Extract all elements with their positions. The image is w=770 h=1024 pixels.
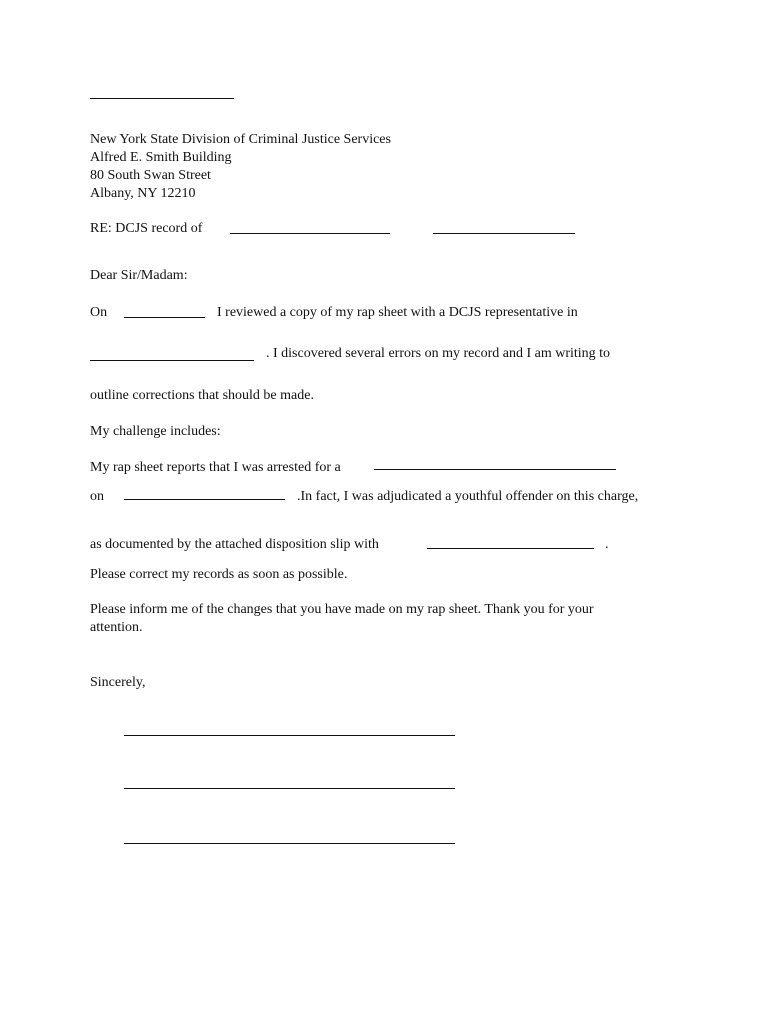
signature-blank-3[interactable] (124, 843, 455, 844)
corrections-text: outline corrections that should be made. (90, 388, 314, 403)
re-dob-blank[interactable] (433, 233, 575, 234)
challenge-text: My challenge includes: (90, 424, 221, 439)
re-name-blank[interactable] (230, 233, 390, 234)
arrest-on-label: on (90, 489, 104, 504)
on-label: On (90, 305, 108, 320)
closing: Sincerely, (90, 675, 146, 690)
documented-text: as documented by the attached disposition slip with (90, 537, 379, 552)
arrest-text: My rap sheet reports that I was arrested for a (90, 460, 341, 475)
docket-blank[interactable] (427, 548, 594, 549)
greeting: Dear Sir/Madam: (90, 268, 188, 283)
date-blank[interactable] (90, 98, 234, 99)
location-blank[interactable] (90, 360, 254, 361)
recipient-line-1: New York State Division of Criminal Justice Services (90, 132, 391, 147)
errors-text: . I discovered several errors on my record and I am writing to (266, 346, 611, 361)
signature-blank-1[interactable] (124, 735, 455, 736)
recipient-line-4: Albany, NY 12210 (90, 186, 196, 201)
signature-blank-2[interactable] (124, 788, 455, 789)
arrest-date-blank[interactable] (124, 499, 285, 500)
inform-line-2: attention. (90, 620, 143, 635)
inform-line-1: Please inform me of the changes that you have made on my rap sheet. Thank you for your (90, 602, 594, 617)
review-date-blank[interactable] (124, 317, 205, 318)
charge-blank[interactable] (374, 469, 616, 470)
recipient-line-3: 80 South Swan Street (90, 168, 211, 183)
re-label: RE: DCJS record of (90, 221, 203, 236)
recipient-line-2: Alfred E. Smith Building (90, 150, 232, 165)
review-text: I reviewed a copy of my rap sheet with a DCJS representative in (217, 305, 578, 320)
correct-text: Please correct my records as soon as possible. (90, 567, 348, 582)
fact-text: .In fact, I was adjudicated a youthful offender on this charge, (297, 489, 639, 504)
documented-period: . (605, 537, 609, 552)
